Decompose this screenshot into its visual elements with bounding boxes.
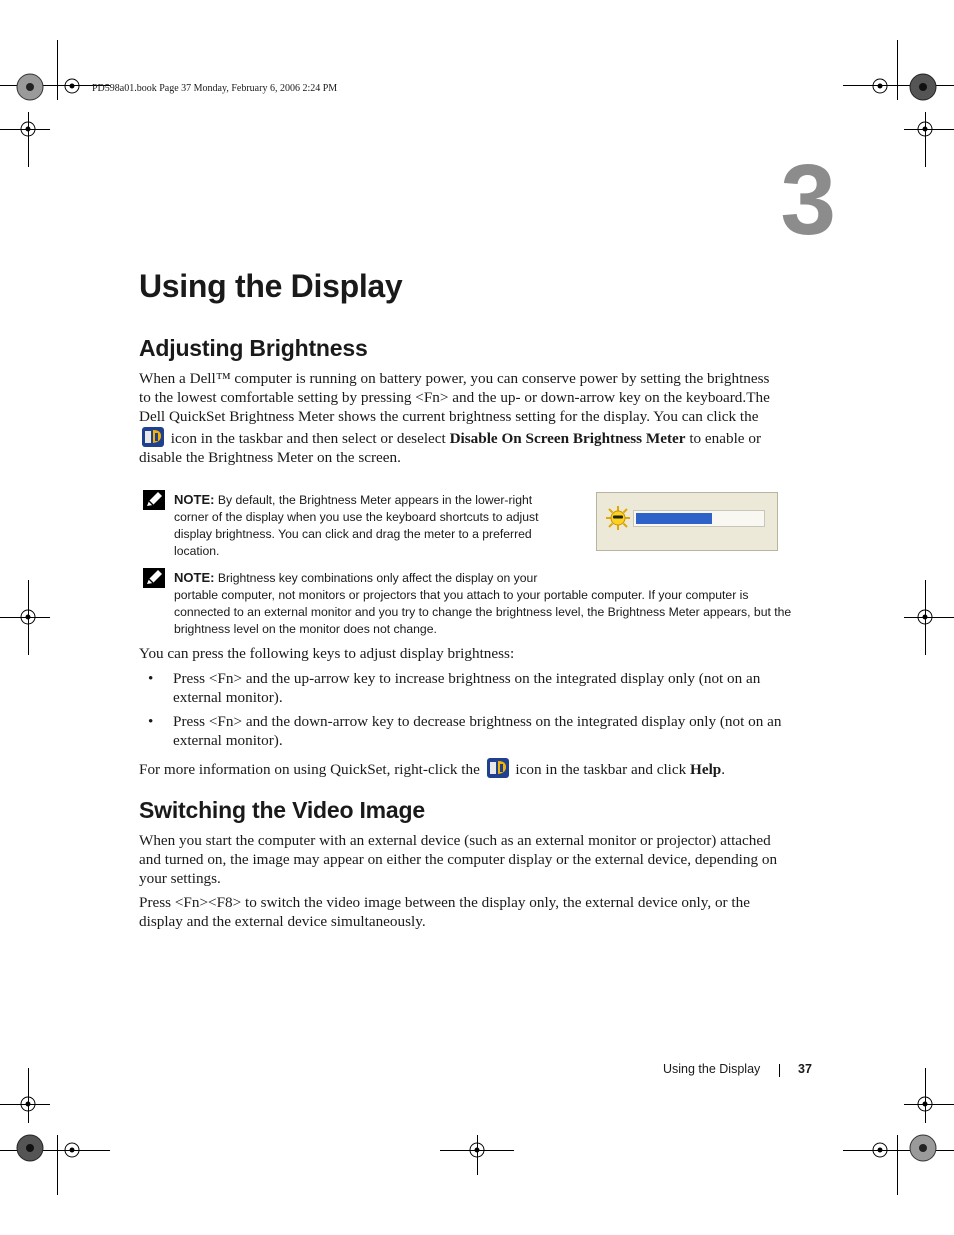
bullet-marker: • bbox=[148, 670, 154, 687]
video-paragraph-2: Press <Fn><F8> to switch the video image between the display only, the external device only, or the display and the external device simultaneously. bbox=[139, 894, 750, 930]
footer-divider bbox=[779, 1064, 780, 1077]
keys-intro: You can press the following keys to adjust display brightness: bbox=[139, 645, 515, 662]
video-paragraph-1: When you start the computer with an external device (such as an external monitor or projector) attached and turned on, the image may appear on either the computer display or the external device, depending on your settings. bbox=[139, 832, 778, 887]
list-item: Press <Fn> and the down-arrow key to decrease brightness on the integrated display only (not on an external monitor). bbox=[173, 713, 782, 749]
brightness-meter[interactable] bbox=[596, 492, 778, 551]
quickset-icon bbox=[486, 757, 510, 779]
chapter-number: 3 bbox=[780, 144, 834, 256]
quickset-help-paragraph: For more information on using QuickSet, right-click the icon in the taskbar and click Help. bbox=[139, 757, 725, 780]
brightness-paragraph: When a Dell™ computer is running on battery power, you can conserve power by setting the brightness to the lowest comfortable setting by pressing <Fn> and the up- or down-arrow key on the keyboard.The Dell QuickSet Brightness Meter shows the current brightness setting for the display. You can click the icon in the taskbar and then select or deselect Disable On Screen Brightness Meter to enable or disable the Brightness Meter on the screen. bbox=[139, 370, 770, 467]
page-number: 37 bbox=[798, 1062, 812, 1076]
section-heading-video: Switching the Video Image bbox=[139, 797, 425, 823]
list-item: Press <Fn> and the up-arrow key to increase brightness on the integrated display only (not on an external monitor). bbox=[173, 670, 761, 706]
page-title: Using the Display bbox=[139, 268, 403, 304]
note-brightness-meter: NOTE: By default, the Brightness Meter appears in the lower-right corner of the display when you use the keyboard shortcuts to adjust display brightness. You can click and drag the meter to a preferred location. bbox=[174, 492, 539, 558]
note-pencil-icon bbox=[143, 490, 165, 510]
note-pencil-icon bbox=[143, 568, 165, 588]
meter-fill bbox=[636, 513, 712, 524]
bullet-marker: • bbox=[148, 713, 154, 730]
footer-section-name: Using the Display bbox=[663, 1062, 761, 1076]
quickset-icon bbox=[141, 426, 165, 448]
section-heading-brightness: Adjusting Brightness bbox=[139, 335, 368, 361]
print-slug: PD598a01.book Page 37 Monday, February 6, 2006 2:24 PM bbox=[92, 83, 338, 94]
note-brightness-keys: NOTE: Brightness key combinations only affect the display on your portable computer, not monitors or projectors that you attach to your portable computer. If your computer is connected to an external monitor and you try to change the brightness level, the Brightness Meter appears, but the brightness level on the monitor does not change. bbox=[174, 570, 792, 636]
meter-track bbox=[633, 510, 765, 527]
sun-icon bbox=[605, 505, 631, 531]
